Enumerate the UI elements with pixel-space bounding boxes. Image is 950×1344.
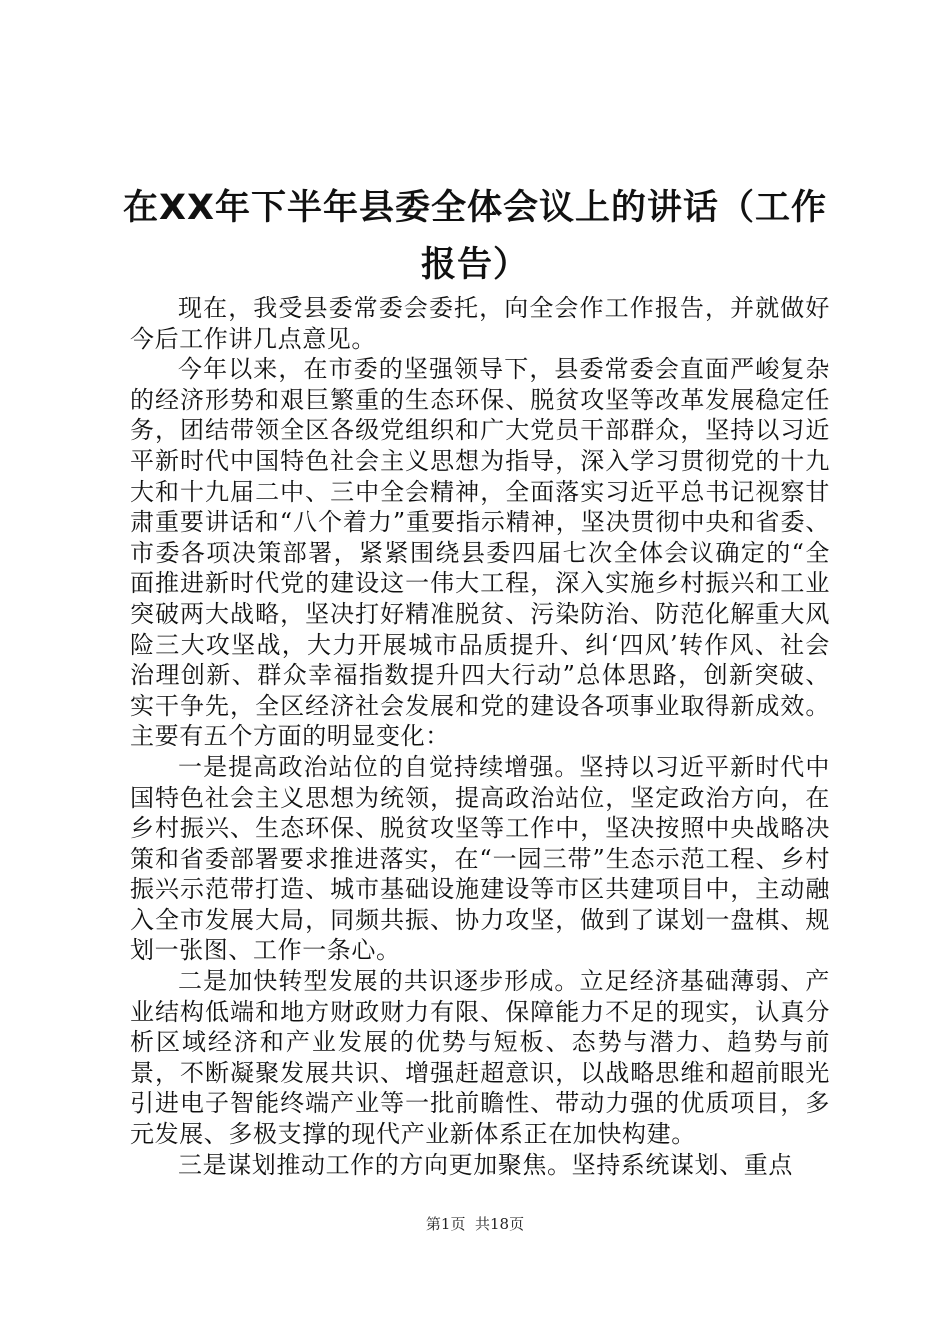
paragraph-point-three: 三是谋划推动工作的方向更加聚焦。坚持系统谋划、重点 xyxy=(178,1150,793,1179)
page-footer xyxy=(0,1214,950,1234)
paragraph-intro: 现在，我受县委常委会委托，向全会作工作报告，并就做好今后工作讲几点意见。 xyxy=(130,294,830,353)
paragraph-point-two: 二是加快转型发展的共识逐步形成。立足经济基础薄弱、产业结构低端和地方财政财力有限、保障能力不足的现实，认真分析区域经济和产业发展的优势与短板、态势与潜力、趋势与前景，不断凝聚发展共识、增强赶超意识，以战略思维和超前眼光引进电子智能终端产业等一批前瞻性、带动力强的优质项目，多元发展、多极支撑的现代产业新体系正在加快构建。 xyxy=(130,967,830,1149)
paragraph-point-one: 一是提高政治站位的自觉持续增强。坚持以习近平新时代中国特色社会主义思想为统领，提高政治站位，坚定政治方向，在乡村振兴、生态环保、脱贫攻坚等工作中，坚决按照中央战略决策和省委部署要求推进落实，在“一园三带”生态示范工程、乡村振兴示范带打造、城市基础设施建设等市区共建项目中，主动融入全市发展大局，同频共振、协力攻坚，做到了谋划一盘棋、规划一张图、工作一条心。 xyxy=(130,752,830,965)
page-number-total: 共18页 xyxy=(475,1215,525,1233)
document-title: 在XX年下半年县委全体会议上的讲话（工作报告） xyxy=(123,188,827,285)
footer-separator xyxy=(465,1215,475,1233)
document-body xyxy=(130,293,830,1180)
page-number-current: 第1页 xyxy=(425,1215,466,1233)
paragraph-overview: 今年以来，在市委的坚强领导下，县委常委会直面严峻复杂的经济形势和艰巨繁重的生态环保、脱贫攻坚等改革发展稳定任务，团结带领全区各级党组织和广大党员干部群众，坚持以习近平新时代中国特色社会主义思想为指导，深入学习贯彻党的十九大和十九届二中、三中全会精神，全面落实习近平总书记视察甘肃重要讲话和“八个着力”重要指示精神，坚决贯彻中央和省委、市委各项决策部署，紧紧围绕县委四届七次全体会议确定的“全面推进新时代党的建设这一伟大工程，深入实施乡村振兴和工业突破两大战略，坚决打好精准脱贫、污染防治、防范化解重大风险三大攻坚战，大力开展城市品质提升、纠‘四风’转作风、社会治理创新、群众幸福指数提升四大行动”总体思路，创新突破、实干争先，全区经济社会发展和党的建设各项事业取得新成效。主要有五个方面的明显变化： xyxy=(130,355,830,751)
